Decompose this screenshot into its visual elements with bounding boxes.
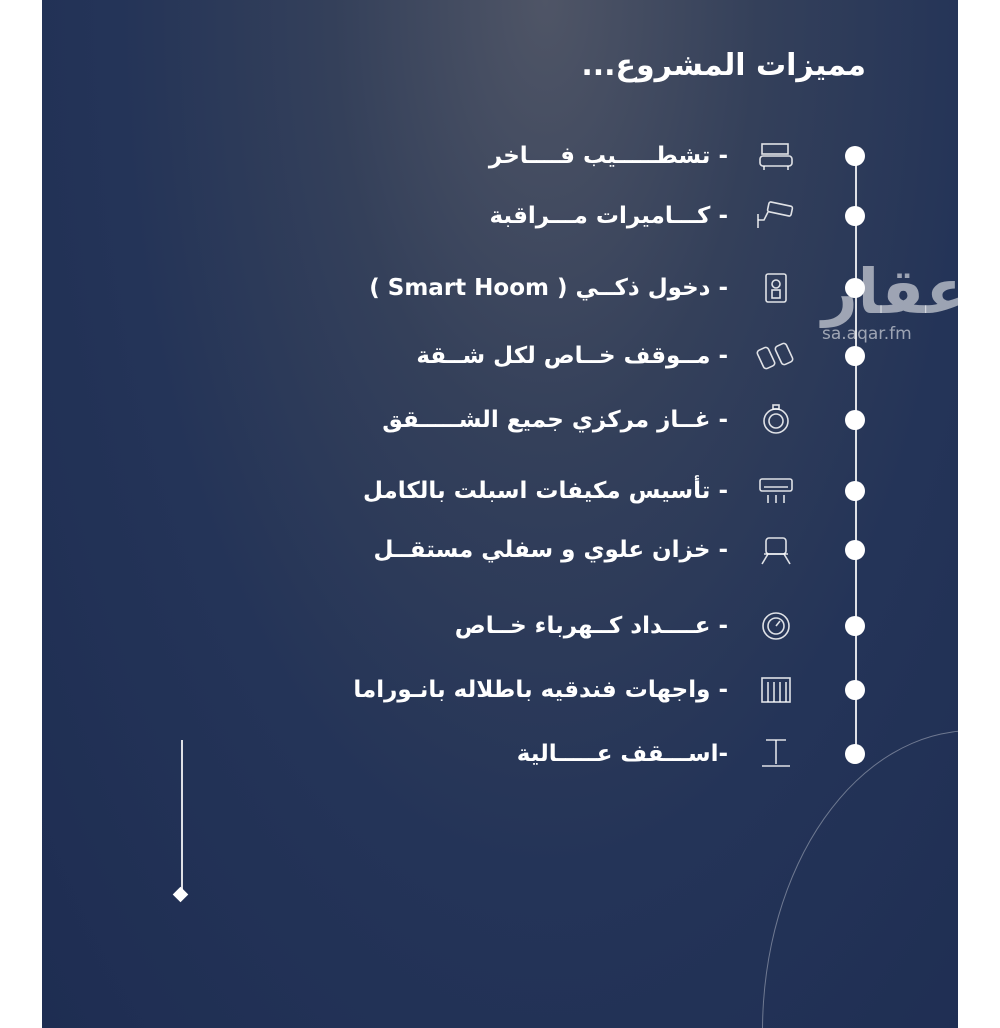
feature-label: - غــاز مركزي جميع الشـــــقق [382,407,728,433]
feature-item-luxury-finish [42,136,958,176]
feature-item-gas [42,400,958,440]
parking-icon [754,338,798,374]
gas-meter-icon [754,402,798,438]
decorative-arc [762,730,958,1028]
feature-item-ac [42,471,958,511]
feature-label: - واجهات فندقيه باطلاله بانـوراما [353,677,728,703]
decorative-line [181,740,183,890]
timeline-dot [845,146,865,166]
feature-item-smart-entry [42,268,958,308]
timeline-dot [845,410,865,430]
timeline-dot [845,206,865,226]
timeline-line [855,150,857,760]
security-camera-icon [754,198,798,234]
feature-label: -اســـقف عـــــالية [516,741,728,767]
decorative-diamond [173,887,189,903]
feature-item-cameras [42,196,958,236]
timeline-dot [845,481,865,501]
timeline-dot [845,540,865,560]
timeline-dot [845,744,865,764]
feature-label: - تأسيس مكيفات اسبلت بالكامل [363,478,728,504]
feature-label: - عــــداد كــهرباء خــاص [454,613,728,639]
air-conditioner-icon [754,473,798,509]
feature-label: - تشطـــــيب فــــاخر [488,143,728,169]
feature-item-facade [42,670,958,710]
feature-item-electric-meter [42,606,958,646]
high-ceiling-icon [754,736,798,772]
page-title: مميزات المشروع... [581,48,866,83]
smart-lock-icon [754,270,798,306]
watermark [822,252,968,344]
feature-item-parking [42,336,958,376]
electric-meter-icon [754,608,798,644]
timeline-dot [845,346,865,366]
timeline-dot [845,680,865,700]
luxury-finish-icon [754,138,798,174]
timeline-dot [845,616,865,636]
feature-label: - كـــاميرات مـــراقبة [489,203,728,229]
feature-label: - دخول ذكــي ( Smart Hoom ) [369,275,728,301]
watermark-url: sa.aqar.fm [822,324,912,344]
building-facade-icon [754,672,798,708]
feature-item-water-tank [42,530,958,570]
feature-item-high-ceiling [42,734,958,774]
feature-label: - مــوقف خــاص لكل شــقة [416,343,728,369]
water-tank-icon [754,532,798,568]
watermark-brand: عقار [822,255,968,328]
feature-label: - خزان علوي و سفلي مستقــل [373,537,728,563]
features-panel [42,0,958,1028]
